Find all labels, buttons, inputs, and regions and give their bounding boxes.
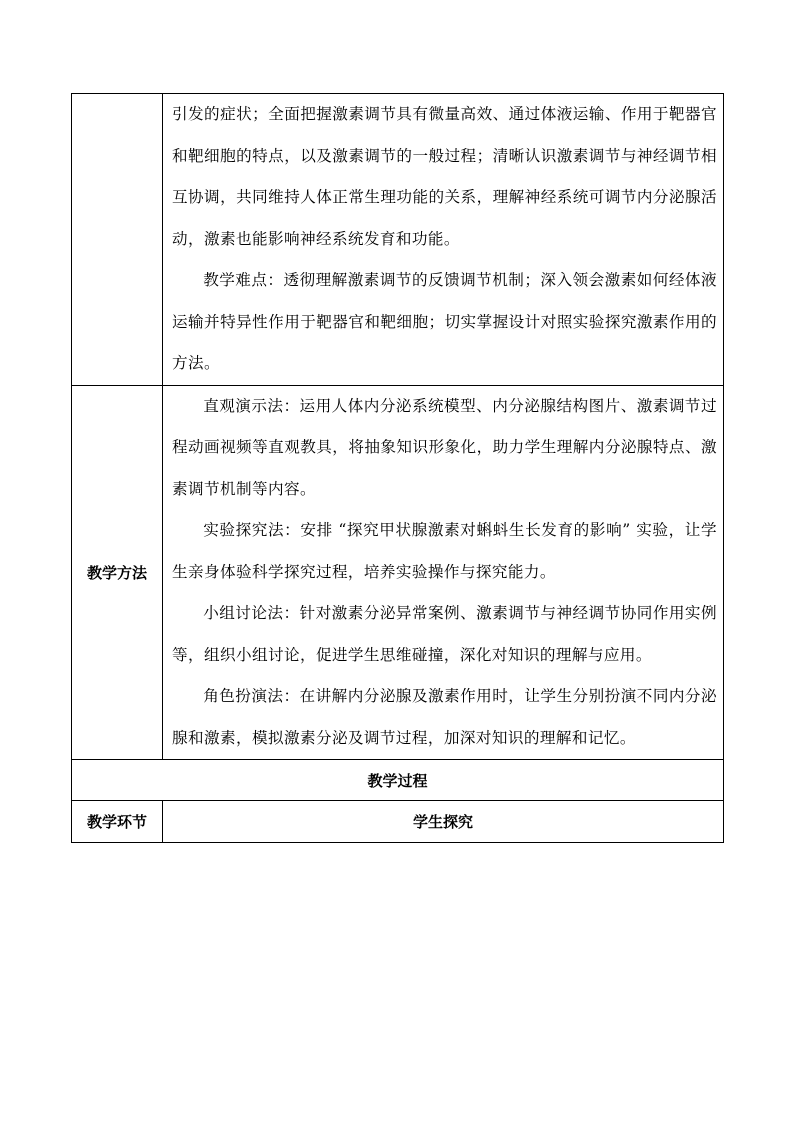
row-label-teaching-methods: 教学方法: [72, 385, 163, 760]
row-label-teaching-stage: 教学环节: [72, 801, 163, 843]
paragraph-role-play-method: 角色扮演法：在讲解内分泌腺及激素作用时，让学生分别扮演不同内分泌腺和激素，模拟激素分泌及调节过程，加深对知识的理解和记忆。: [172, 687, 717, 747]
table-row: [72, 385, 724, 760]
table-row: [72, 94, 724, 386]
content-cell-key-points: [163, 94, 724, 386]
paragraph-key-points-continued: 引发的症状；全面把握激素调节具有微量高效、通过体液运输、作用于靶器官和靶细胞的特点，以及激素调节的一般过程；清晰认识激素调节与神经调节相互协调，共同维持人体正常生理功能的关系，理解神经系统可调节内分泌腺活动，激素也能影响神经系统发育和功能。: [172, 105, 717, 248]
column-header-student-inquiry: 学生探究: [163, 801, 724, 843]
table-row: [72, 801, 724, 843]
paragraph-discussion-method: 小组讨论法：针对激素分泌异常案例、激素调节与神经调节协同作用实例等，组织小组讨论，促进学生思维碰撞，深化对知识的理解与应用。: [172, 604, 717, 664]
table-row: [72, 760, 724, 801]
lesson-plan-table: [71, 93, 724, 843]
paragraph-teaching-difficulties: 教学难点：透彻理解激素调节的反馈调节机制；深入领会激素如何经体液运输并特异性作用于靶器官和靶细胞；切实掌握设计对照实验探究激素作用的方法。: [172, 271, 717, 372]
paragraph-demonstration-method: 直观演示法：运用人体内分泌系统模型、内分泌腺结构图片、激素调节过程动画视频等直观教具，将抽象知识形象化，助力学生理解内分泌腺特点、激素调节机制等内容。: [172, 396, 717, 498]
row-label-empty: [72, 94, 163, 386]
teaching-process-title: 教学过程: [72, 760, 724, 801]
content-cell-teaching-methods: [163, 385, 724, 760]
paragraph-experiment-method: 实验探究法：安排 “探究甲状腺激素对蝌蚪生长发育的影响” 实验，让学生亲身体验科学探究过程，培养实验操作与探究能力。: [172, 521, 717, 581]
